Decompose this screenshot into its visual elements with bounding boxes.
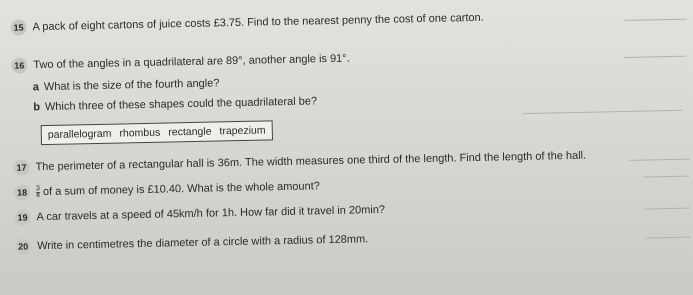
question-15 (10, 10, 484, 36)
shape-option: rhombus (119, 126, 161, 140)
sub-question-label: a (32, 81, 40, 94)
question-16b (33, 95, 317, 114)
question-number: 16 (11, 57, 27, 73)
question-16 (11, 51, 350, 74)
question-20 (15, 231, 368, 254)
question-17 (13, 148, 586, 176)
question-number: 19 (14, 209, 30, 225)
question-number: 17 (13, 159, 29, 175)
question-text: of a sum of money is £10.40. What is the whole amount? (42, 180, 320, 199)
question-number: 18 (14, 184, 30, 200)
answer-line (645, 208, 690, 210)
question-text: A pack of eight cartons of juice costs £3.75. Find to the nearest penny the cost of one carton. (32, 11, 484, 34)
fraction (36, 186, 40, 199)
answer-line (629, 159, 689, 161)
question-number: 15 (10, 19, 26, 35)
answer-line (644, 176, 689, 178)
shape-option: parallelogram (47, 127, 112, 142)
fraction-denominator: 4 (36, 191, 41, 199)
shape-options-box (41, 120, 273, 145)
question-text: The perimeter of a rectangular hall is 36m. The width measures one third of the length. Find the length of the hall. (35, 149, 587, 174)
sub-question-text: What is the size of the fourth angle? (43, 77, 220, 94)
question-19 (14, 202, 385, 226)
question-number: 20 (15, 238, 31, 254)
question-text: Write in centimetres the diameter of a circle with a radius of 128mm. (37, 233, 369, 253)
question-text: Two of the angles in a quadrilateral are 89°, another angle is 91°. (33, 52, 350, 72)
shape-option: trapezium (219, 124, 266, 138)
answer-line (623, 56, 685, 58)
question-18 (14, 178, 320, 200)
answer-line (522, 110, 682, 114)
question-text: A car travels at a speed of 45km/h for 1h. How far did it travel in 20min? (36, 203, 386, 224)
fraction-numerator: 3 (35, 184, 40, 192)
question-16a (33, 77, 220, 94)
shape-option: rectangle (168, 125, 212, 139)
sub-question-text: Which three of these shapes could the quadrilateral be? (44, 95, 318, 114)
sub-question-label: b (33, 101, 41, 114)
answer-line (645, 237, 690, 239)
answer-line (625, 19, 687, 21)
